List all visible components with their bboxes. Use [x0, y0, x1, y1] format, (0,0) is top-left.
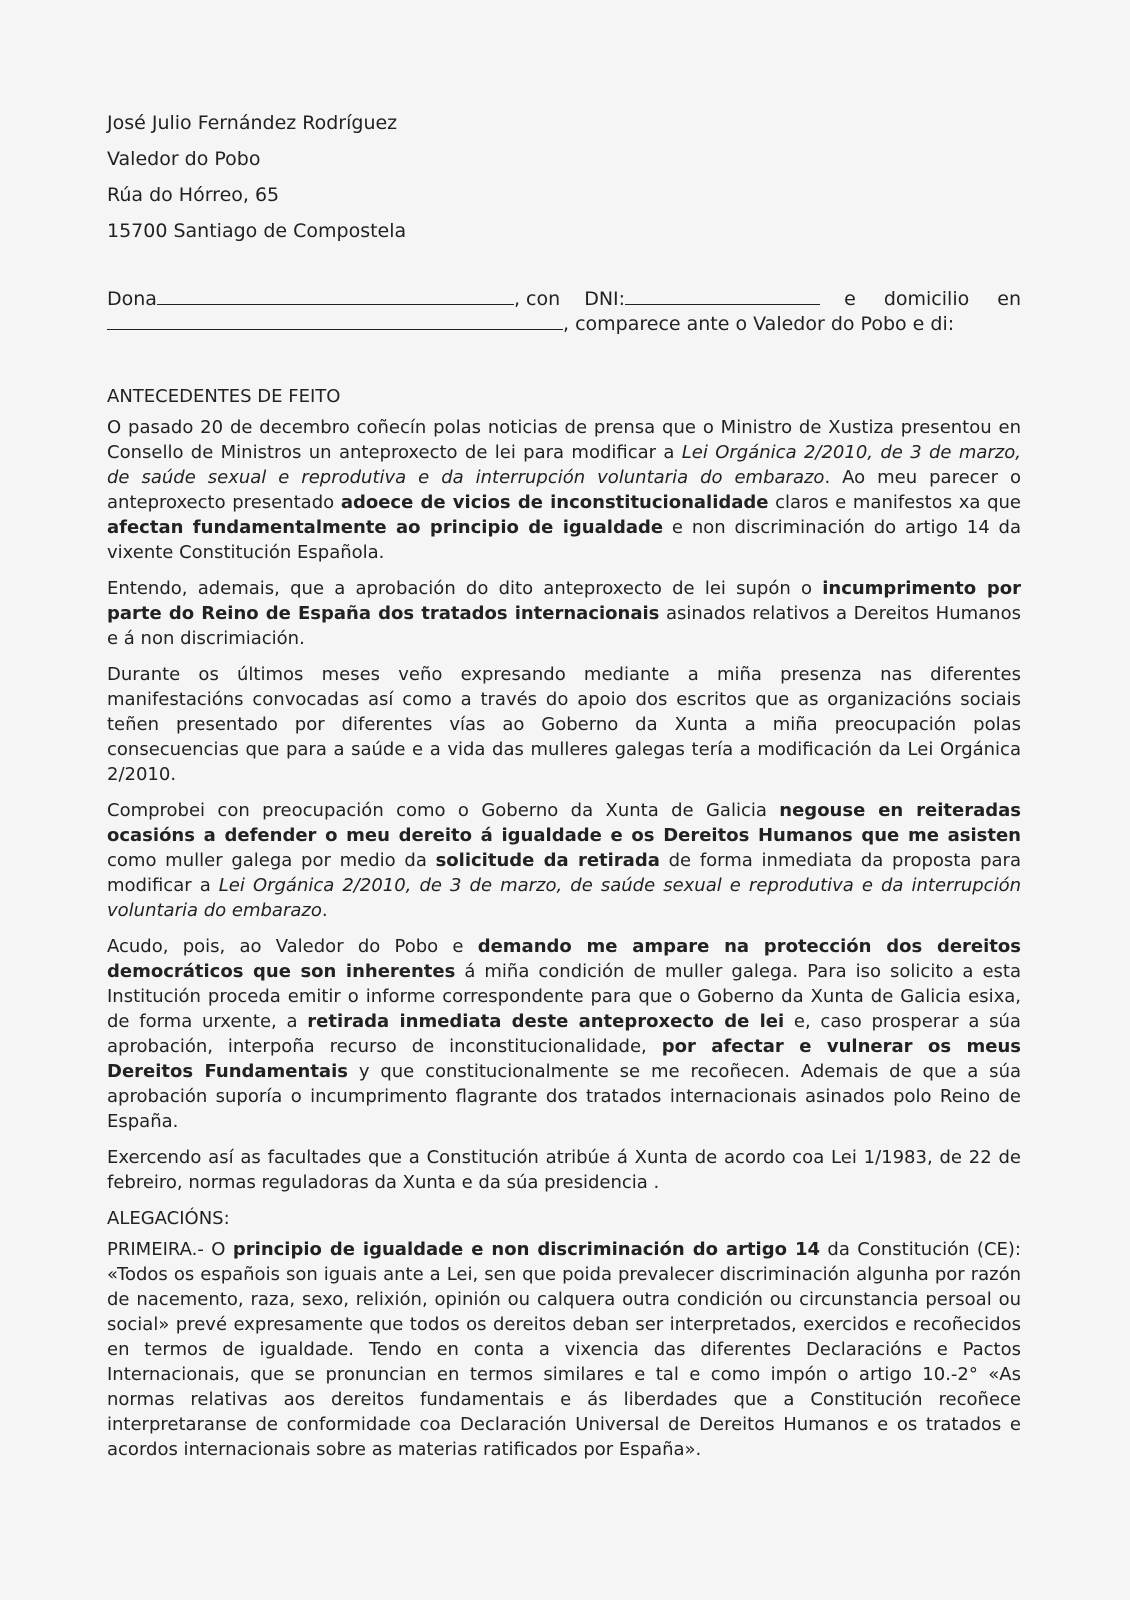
- domicilio-label: e domicilio en: [844, 288, 1021, 310]
- dona-blank[interactable]: [157, 287, 514, 305]
- antecedentes-paragraph-2: [107, 576, 1021, 651]
- antecedentes-paragraph-3: Durante os últimos meses veño expresando mediante a miña presenza nas diferentes manifestacións convocadas así como a través do apoio dos escritos que as organizacións sociais teñen presentado por diferentes vías ao Goberno da Xunta a miña preocupación polas consecuencias que para a saúde e a vida das mulleres galegas tería a modificación da Lei Orgánica 2/2010.: [107, 664, 1021, 785]
- italic-run: Lei Orgánica 2/2010, de 3 de marzo, de saúde sexual e reprodutiva e da interrupción voluntaria do embarazo: [107, 442, 1021, 488]
- text-run: .: [321, 900, 328, 921]
- text-run: PRIMEIRA.- O: [107, 1239, 233, 1260]
- bold-run: solicitude da retirada: [435, 850, 660, 871]
- text-run: Entendo, ademais, que a aprobación do dito anteproxecto de lei supón o: [107, 578, 823, 599]
- alegacions-paragraph-1: [107, 1237, 1021, 1462]
- antecedentes-paragraph-1: [107, 415, 1021, 565]
- dni-field: [584, 287, 820, 312]
- applicant-line-2: [107, 312, 1021, 337]
- text-run: claros e manifestos xa que: [768, 492, 1021, 513]
- bold-run: afectan fundamentalmente ao principio de igualdade: [107, 517, 664, 538]
- applicant-line-1: [107, 287, 1021, 312]
- text-run: da Constitución (CE): «Todos os españois son iguais ante a Lei, sen que poida prevalecer discriminación algunha por razón de nacemento, raza, sexo, relixión, opinión ou calquera outra condición ou circunstancia persoal ou social» prevé expresamente que todos os dereitos deban ser interpretados, exercidos e recoñecidos en termos de igualdade. Tendo en conta a vixencia das diferentes Declaracións e Pactos Internacionais, que se pronuncian en termos similares e tal e como impón o artigo 10.-2° «As normas relativas aos dereitos fundamentais e ás liberdades que a Constitución recoñece interpretaranse de conformidade coa Declaración Universal de Dereitos Humanos e os tratados e acordos internacionais sobre as materias ratificados por España».: [107, 1239, 1021, 1460]
- recipient-name: José Julio Fernández Rodríguez: [107, 112, 398, 134]
- recipient-title: Valedor do Pobo: [107, 148, 261, 170]
- antecedentes-paragraph-6: Exercendo así as facultades que a Constitución atribúe á Xunta de acordo coa Lei 1/1983, de 22 de febreiro, normas reguladoras da Xunta e da súa presidencia .: [107, 1147, 1021, 1193]
- alegacions-heading: ALEGACIÓNS:: [107, 1208, 230, 1229]
- text-run: Acudo, pois, ao Valedor do Pobo e: [107, 936, 478, 957]
- text-run: O pasado 20 de decembro coñecín polas noticias de prensa que o Ministro de Xustiza presentou en Consello de Ministros un anteproxecto de lei para modificar a: [107, 417, 1021, 463]
- antecedentes-heading: ANTECEDENTES DE FEITO: [107, 386, 341, 407]
- dona-field: [107, 287, 560, 312]
- bold-run: adoece de vicios de inconstitucionalidade: [340, 492, 769, 513]
- antecedentes-paragraph-4: [107, 798, 1021, 923]
- text-run: e non discriminación do artigo 14 da vixente Constitución Española.: [107, 517, 1021, 563]
- bold-run: principio de igualdade e non discriminación do artigo 14: [232, 1239, 820, 1260]
- dni-label: DNI:: [584, 288, 626, 310]
- bold-run: negouse en reiteradas ocasións a defender o meu dereito á igualdade e os Dereitos Humanos que me asisten: [107, 800, 1021, 846]
- text-run: . Ao meu parecer o anteproxecto presentado: [107, 467, 1021, 513]
- text-run: como muller galega por medio da: [107, 850, 436, 871]
- text-run: e, caso prosperar a súa aprobación, interpoña recurso de inconstitucionalidade,: [107, 1011, 1021, 1057]
- applicant-form: [107, 287, 1021, 337]
- text-run: á miña condición de muller galega. Para iso solicito a esta Institución proceda emitir o informe correspondente para que o Goberno da Xunta de Galicia esixa, de forma urxente, a: [107, 961, 1021, 1032]
- recipient-city: 15700 Santiago de Compostela: [107, 220, 407, 242]
- recipient-street: Rúa do Hórreo, 65: [107, 184, 280, 206]
- text-run: y que constitucionalmente se me recoñecen. Ademais de que a súa aprobación suporía o incumprimento flagrante dos tratados internacionais asinados polo Reino de España.: [107, 1061, 1022, 1132]
- comparece-text: , comparece ante o Valedor do Pobo e di:: [563, 313, 955, 335]
- dona-label: Dona: [107, 288, 157, 310]
- bold-run: por afectar e vulnerar os meus Dereitos Fundamentais: [107, 1036, 1021, 1082]
- con-label: , con: [513, 288, 561, 310]
- text-run: de forma inmediata da proposta para modificar a: [107, 850, 1021, 896]
- domicilio-blank[interactable]: [107, 312, 563, 330]
- bold-run: incumprimento por parte do Reino de España dos tratados internacionais: [107, 578, 1021, 624]
- text-run: asinados relativos a Dereitos Humanos e á non discrimiación.: [107, 603, 1021, 649]
- italic-run: Lei Orgánica 2/2010, de 3 de marzo, de saúde sexual e reprodutiva e da interrupción voluntaria do embarazo: [107, 875, 1021, 921]
- document-body: [107, 384, 1021, 1473]
- dni-blank[interactable]: [625, 287, 820, 305]
- text-run: Comprobei con preocupación como o Goberno da Xunta de Galicia: [107, 800, 780, 821]
- antecedentes-paragraph-5: [107, 934, 1021, 1134]
- bold-run: demando me ampare na protección dos dereitos democráticos que son inherentes: [107, 936, 1021, 982]
- recipient-address: [107, 105, 406, 249]
- bold-run: retirada inmediata deste anteproxecto de lei: [307, 1011, 785, 1032]
